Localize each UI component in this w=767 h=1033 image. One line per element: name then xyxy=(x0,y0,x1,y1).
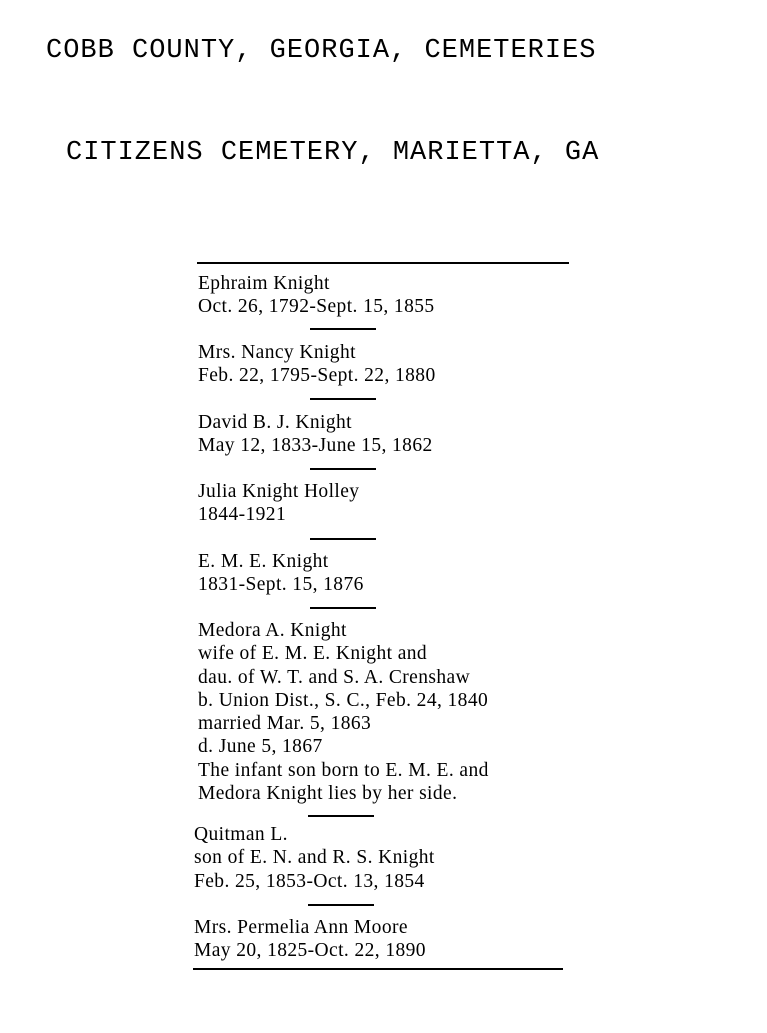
entry-name: Ephraim Knight xyxy=(198,273,330,294)
entry-text: wife of E. M. E. Knight and xyxy=(198,643,428,665)
burial-entry xyxy=(198,341,436,388)
burial-entry xyxy=(198,550,364,597)
entry-dates: 1831-Sept. 15, 1876 xyxy=(198,574,364,596)
entry-name: Julia Knight Holley xyxy=(198,481,360,502)
entry-dates: Oct. 26, 1792-Sept. 15, 1855 xyxy=(198,296,435,318)
entry-text: son of E. N. and R. S. Knight xyxy=(194,847,435,869)
entry-dates: 1844-1921 xyxy=(198,504,287,526)
entry-divider xyxy=(310,328,376,330)
entry-name: Mrs. Nancy Knight xyxy=(198,342,356,363)
entry-name: Quitman L. xyxy=(194,824,288,845)
entry-dates: Feb. 25, 1853-Oct. 13, 1854 xyxy=(194,870,425,892)
page-title: COBB COUNTY, GEORGIA, CEMETERIES xyxy=(46,36,597,66)
burial-entry xyxy=(198,272,435,319)
entry-text: dau. of W. T. and S. A. Crenshaw xyxy=(198,666,471,688)
top-divider xyxy=(197,262,569,264)
entry-dates: May 12, 1833-June 15, 1862 xyxy=(198,435,433,457)
entry-name: E. M. E. Knight xyxy=(198,551,329,572)
entry-text: b. Union Dist., S. C., Feb. 24, 1840 xyxy=(198,689,489,711)
burial-entry xyxy=(194,823,435,893)
entry-dates: Feb. 22, 1795-Sept. 22, 1880 xyxy=(198,365,436,387)
entry-divider xyxy=(308,904,374,906)
entry-name: Mrs. Permelia Ann Moore xyxy=(194,917,408,938)
burial-entry xyxy=(198,619,489,805)
entry-divider xyxy=(310,398,376,400)
entry-dates: May 20, 1825-Oct. 22, 1890 xyxy=(194,940,426,962)
cemetery-title: CITIZENS CEMETERY, MARIETTA, GA xyxy=(66,138,600,168)
entry-divider xyxy=(308,815,374,817)
burial-entry xyxy=(198,480,359,527)
entry-text: Medora Knight lies by her side. xyxy=(198,783,458,805)
entry-divider xyxy=(310,538,376,540)
entry-text: married Mar. 5, 1863 xyxy=(198,713,372,735)
bottom-divider xyxy=(193,968,563,970)
burial-entry xyxy=(198,411,433,458)
entry-name: Medora A. Knight xyxy=(198,620,347,641)
entry-divider xyxy=(310,607,376,609)
burial-entry xyxy=(194,916,426,963)
entry-text: The infant son born to E. M. E. and xyxy=(198,759,489,781)
entry-text: d. June 5, 1867 xyxy=(198,736,323,758)
entry-divider xyxy=(310,468,376,470)
entry-name: David B. J. Knight xyxy=(198,412,352,433)
